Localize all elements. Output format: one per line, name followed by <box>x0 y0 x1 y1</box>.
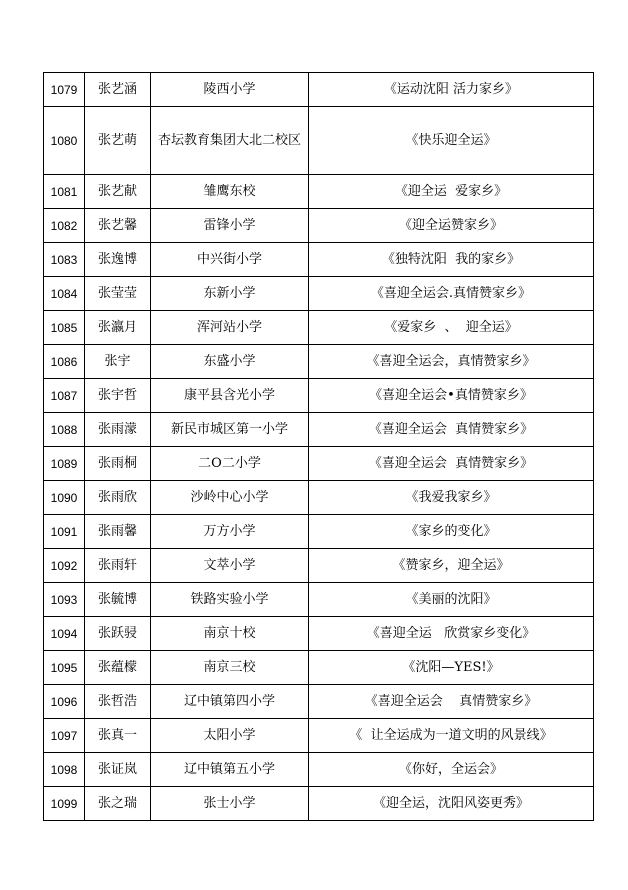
student-name: 张雨濛 <box>85 413 151 447</box>
school-name: 张士小学 <box>151 787 309 821</box>
school-name: 文萃小学 <box>151 549 309 583</box>
student-name: 张跃骎 <box>85 617 151 651</box>
entry-number: 1091 <box>44 515 85 549</box>
school-name: 沙岭中心小学 <box>151 481 309 515</box>
work-title: 《赞家乡，迎全运》 <box>309 549 594 583</box>
work-title: 《喜迎全运 欣赏家乡变化》 <box>309 617 594 651</box>
student-name: 张艺涵 <box>85 73 151 107</box>
work-title: 《快乐迎全运》 <box>309 107 594 175</box>
entry-number: 1098 <box>44 753 85 787</box>
work-title: 《家乡的变化》 <box>309 515 594 549</box>
school-name: 雏鹰东校 <box>151 175 309 209</box>
school-name: 中兴街小学 <box>151 243 309 277</box>
student-name: 张艺萌 <box>85 107 151 175</box>
entry-number: 1092 <box>44 549 85 583</box>
school-name: 康平县含光小学 <box>151 379 309 413</box>
roster-body <box>44 73 594 821</box>
school-name: 南京十校 <box>151 617 309 651</box>
table-row <box>44 209 594 243</box>
entry-number: 1080 <box>44 107 85 175</box>
school-name: 新民市城区第一小学 <box>151 413 309 447</box>
table-row <box>44 243 594 277</box>
table-row <box>44 583 594 617</box>
student-name: 张逸博 <box>85 243 151 277</box>
entry-number: 1086 <box>44 345 85 379</box>
table-row <box>44 175 594 209</box>
table-row <box>44 651 594 685</box>
school-name: 南京三校 <box>151 651 309 685</box>
school-name: 杏坛教育集团大北二校区 <box>151 107 309 175</box>
entry-number: 1084 <box>44 277 85 311</box>
work-title: 《爱家乡 、 迎全运》 <box>309 311 594 345</box>
table-row <box>44 73 594 107</box>
work-title: 《我爱我家乡》 <box>309 481 594 515</box>
entry-number: 1082 <box>44 209 85 243</box>
entry-number: 1096 <box>44 685 85 719</box>
school-name: 铁路实验小学 <box>151 583 309 617</box>
student-name: 张证岚 <box>85 753 151 787</box>
work-title: 《喜迎全运会 真情赞家乡》 <box>309 685 594 719</box>
work-title: 《独特沈阳 我的家乡》 <box>309 243 594 277</box>
student-name: 张艺馨 <box>85 209 151 243</box>
entry-number: 1085 <box>44 311 85 345</box>
student-name: 张雨欣 <box>85 481 151 515</box>
table-row <box>44 787 594 821</box>
student-name: 张毓博 <box>85 583 151 617</box>
student-name: 张蕴檬 <box>85 651 151 685</box>
table-row <box>44 617 594 651</box>
entry-number: 1097 <box>44 719 85 753</box>
table-row <box>44 719 594 753</box>
work-title: 《喜迎全运会.真情赞家乡》 <box>309 277 594 311</box>
work-title: 《喜迎全运会 真情赞家乡》 <box>309 447 594 481</box>
school-name: 雷锋小学 <box>151 209 309 243</box>
student-name: 张真一 <box>85 719 151 753</box>
entry-number: 1090 <box>44 481 85 515</box>
work-title: 《迎全运，沈阳风姿更秀》 <box>309 787 594 821</box>
entry-number: 1089 <box>44 447 85 481</box>
student-name: 张雨轩 <box>85 549 151 583</box>
work-title: 《沈阳—YES!》 <box>309 651 594 685</box>
table-row <box>44 345 594 379</box>
student-name: 张雨桐 <box>85 447 151 481</box>
table-row <box>44 685 594 719</box>
school-name: 万方小学 <box>151 515 309 549</box>
entry-number: 1094 <box>44 617 85 651</box>
school-name: 太阳小学 <box>151 719 309 753</box>
work-title: 《运动沈阳 活力家乡》 <box>309 73 594 107</box>
table-row <box>44 107 594 175</box>
student-name: 张宇 <box>85 345 151 379</box>
student-name: 张瀛月 <box>85 311 151 345</box>
school-name: 浑河站小学 <box>151 311 309 345</box>
work-title: 《 让全运成为一道文明的风景线》 <box>309 719 594 753</box>
entry-number: 1083 <box>44 243 85 277</box>
student-name: 张宇哲 <box>85 379 151 413</box>
work-title: 《迎全运赞家乡》 <box>309 209 594 243</box>
student-name: 张艺献 <box>85 175 151 209</box>
student-name: 张雨馨 <box>85 515 151 549</box>
school-name: 陵西小学 <box>151 73 309 107</box>
entry-number: 1088 <box>44 413 85 447</box>
work-title: 《喜迎全运会•真情赞家乡》 <box>309 379 594 413</box>
student-name: 张莹莹 <box>85 277 151 311</box>
table-row <box>44 447 594 481</box>
entry-number: 1081 <box>44 175 85 209</box>
entry-number: 1093 <box>44 583 85 617</box>
school-name: 辽中镇第五小学 <box>151 753 309 787</box>
work-title: 《喜迎全运会 真情赞家乡》 <box>309 413 594 447</box>
work-title: 《喜迎全运会，真情赞家乡》 <box>309 345 594 379</box>
table-row <box>44 277 594 311</box>
student-name: 张之瑞 <box>85 787 151 821</box>
work-title: 《你好，全运会》 <box>309 753 594 787</box>
entry-number: 1087 <box>44 379 85 413</box>
table-row <box>44 515 594 549</box>
table-row <box>44 413 594 447</box>
table-row <box>44 311 594 345</box>
entry-number: 1079 <box>44 73 85 107</box>
entry-number: 1099 <box>44 787 85 821</box>
table-row <box>44 481 594 515</box>
school-name: 东新小学 <box>151 277 309 311</box>
school-name: 辽中镇第四小学 <box>151 685 309 719</box>
school-name: 二O二小学 <box>151 447 309 481</box>
work-title: 《迎全运 爱家乡》 <box>309 175 594 209</box>
work-title: 《美丽的沈阳》 <box>309 583 594 617</box>
roster-table <box>43 72 594 821</box>
student-name: 张哲浩 <box>85 685 151 719</box>
table-row <box>44 379 594 413</box>
table-row <box>44 753 594 787</box>
entry-number: 1095 <box>44 651 85 685</box>
school-name: 东盛小学 <box>151 345 309 379</box>
table-row <box>44 549 594 583</box>
